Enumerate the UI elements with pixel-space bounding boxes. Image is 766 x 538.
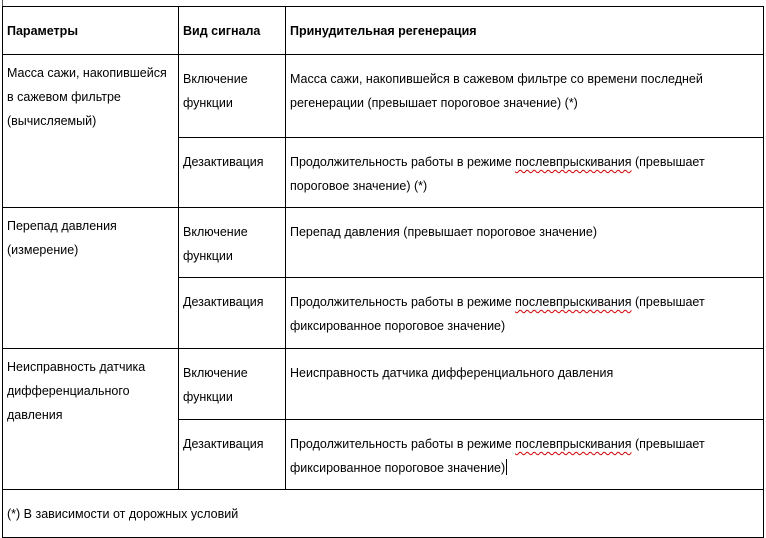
signal-cell[interactable]: Включение функции xyxy=(179,55,286,138)
parameter-cell[interactable]: Неисправность датчика дифференциального давления xyxy=(3,349,179,490)
footnote-row xyxy=(3,490,764,538)
description-cell[interactable] xyxy=(286,278,764,349)
signal-cell[interactable]: Дезактивация xyxy=(179,420,286,490)
spellcheck-marked-word: послевпрыскивания xyxy=(515,155,632,169)
description-text: (превышает пороговое значение) (*) xyxy=(290,155,705,193)
description-cell[interactable]: Неисправность датчика дифференциального давления xyxy=(286,349,764,420)
description-cell[interactable]: Масса сажи, накопившейся в сажевом фильтре со времени последней регенерации (превышает пороговое значение) (*) xyxy=(286,55,764,138)
signal-cell[interactable]: Включение функции xyxy=(179,349,286,420)
spellcheck-marked-word: послевпрыскивания xyxy=(515,295,632,309)
description-text: Продолжительность работы в режиме xyxy=(290,295,516,309)
table-row xyxy=(3,55,764,138)
footnote-cell[interactable]: (*) В зависимости от дорожных условий xyxy=(3,490,764,538)
table-header-row xyxy=(3,7,764,55)
signal-cell[interactable]: Дезактивация xyxy=(179,278,286,349)
description-text: Продолжительность работы в режиме xyxy=(290,155,516,169)
header-forced-regeneration: Принудительная регенерация xyxy=(286,7,764,55)
description-cell[interactable] xyxy=(286,138,764,208)
header-signal-type: Вид сигнала xyxy=(179,7,286,55)
description-text: Продолжительность работы в режиме xyxy=(290,437,516,451)
text-cursor xyxy=(506,459,507,475)
table-row xyxy=(3,349,764,420)
description-text: (превышает фиксированное пороговое значение) xyxy=(290,437,705,475)
regeneration-parameters-table xyxy=(2,6,764,538)
description-cell[interactable]: Перепад давления (превышает пороговое значение) xyxy=(286,208,764,278)
parameter-cell[interactable]: Перепад давления (измерение) xyxy=(3,208,179,349)
description-cell[interactable] xyxy=(286,420,764,490)
header-parameters: Параметры xyxy=(3,7,179,55)
table-row xyxy=(3,208,764,278)
description-text: (превышает фиксированное пороговое значение) xyxy=(290,295,705,333)
spellcheck-marked-word: послевпрыскивания xyxy=(515,437,632,451)
signal-cell[interactable]: Дезактивация xyxy=(179,138,286,208)
signal-cell[interactable]: Включение функции xyxy=(179,208,286,278)
parameter-cell[interactable]: Масса сажи, накопившейся в сажевом фильтре (вычисляемый) xyxy=(3,55,179,208)
